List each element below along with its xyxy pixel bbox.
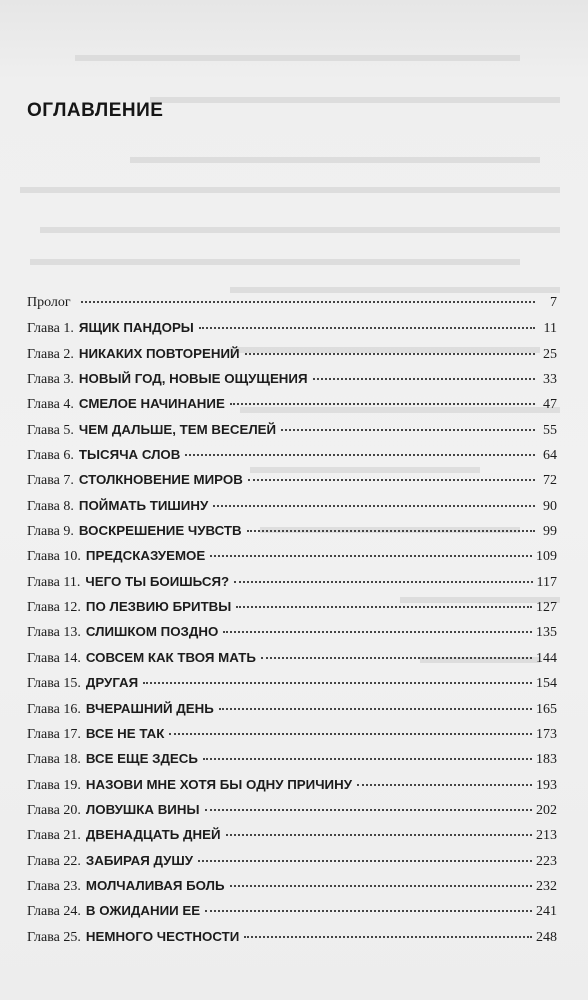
chapter-number: Глава 17.	[27, 726, 81, 742]
page-number: 202	[536, 802, 557, 818]
chapter-number: Глава 14.	[27, 650, 81, 666]
chapter-title: СОВСЕМ КАК ТВОЯ МАТЬ	[85, 649, 256, 665]
toc-entry	[27, 751, 557, 776]
dot-leader	[205, 809, 533, 811]
dot-leader	[236, 606, 532, 608]
chapter-number: Глава 6.	[27, 448, 74, 464]
toc-entry	[27, 548, 557, 573]
toc-entry	[27, 853, 557, 878]
toc-entry	[27, 827, 557, 852]
chapter-title: ВЧЕРАШНИЙ ДЕНЬ	[85, 700, 214, 716]
dot-leader	[230, 403, 535, 405]
page-number: 7	[550, 295, 557, 310]
toc-entry	[27, 346, 557, 371]
chapter-title: ЧЕМ ДАЛЬШЕ, ТЕМ ВЕСЕЛЕЙ	[78, 421, 277, 437]
chapter-title: ТЫСЯЧА СЛОВ	[78, 447, 181, 463]
toc-entry	[27, 650, 557, 675]
chapter-number: Глава 21.	[27, 828, 81, 844]
chapter-title: ВСЕ ЕЩЕ ЗДЕСЬ	[85, 751, 198, 767]
chapter-title: ВОСКРЕШЕНИЕ ЧУВСТВ	[78, 523, 242, 539]
chapter-title: НИКАКИХ ПОВТОРЕНИЙ	[78, 345, 240, 361]
chapter-number: Глава 7.	[27, 473, 74, 489]
dot-leader	[313, 378, 535, 380]
chapter-title: НОВЫЙ ГОД, НОВЫЕ ОЩУЩЕНИЯ	[78, 371, 308, 387]
page-number: 33	[543, 372, 557, 388]
chapter-title: СТОЛКНОВЕНИЕ МИРОВ	[78, 472, 243, 488]
toc-entry	[27, 599, 557, 624]
chapter-title: ДВЕНАДЦАТЬ ДНЕЙ	[85, 827, 221, 843]
chapter-title: ЯЩИК ПАНДОРЫ	[78, 320, 194, 336]
toc-entry	[27, 472, 557, 497]
chapter-title: МОЛЧАЛИВАЯ БОЛЬ	[85, 877, 225, 893]
chapter-title: ПОЙМАТЬ ТИШИНУ	[78, 497, 209, 513]
page-number: 173	[536, 726, 557, 742]
dot-leader	[281, 429, 535, 431]
chapter-title: ЗАБИРАЯ ДУШУ	[85, 852, 194, 868]
dot-leader	[245, 353, 535, 355]
toc-entry	[27, 675, 557, 700]
toc-entry	[27, 422, 557, 447]
dot-leader	[198, 860, 532, 862]
chapter-number: Глава 3.	[27, 372, 74, 388]
page-number: 154	[536, 676, 557, 692]
toc-entry	[27, 371, 557, 396]
toc-entry	[27, 726, 557, 751]
chapter-number: Глава 20.	[27, 802, 81, 818]
dot-leader	[210, 555, 532, 557]
dot-leader	[234, 581, 532, 583]
toc-entry	[27, 295, 557, 320]
dot-leader	[213, 505, 535, 507]
page-number: 144	[536, 650, 557, 666]
dot-leader	[81, 301, 535, 303]
toc-entry	[27, 903, 557, 928]
dot-leader	[143, 682, 532, 684]
page-number: 241	[536, 904, 557, 920]
chapter-number: Глава 9.	[27, 524, 74, 540]
toc-entry	[27, 777, 557, 802]
chapter-number: Пролог	[27, 295, 71, 310]
toc-entry	[27, 498, 557, 523]
page-number: 223	[536, 853, 557, 869]
dot-leader	[261, 657, 532, 659]
chapter-number: Глава 12.	[27, 600, 81, 616]
chapter-title: ВСЕ НЕ ТАК	[85, 725, 165, 741]
chapter-number: Глава 2.	[27, 346, 74, 362]
chapter-number: Глава 19.	[27, 777, 81, 793]
table-of-contents	[27, 295, 557, 954]
chapter-title: НЕМНОГО ЧЕСТНОСТИ	[85, 928, 240, 944]
toc-entry	[27, 929, 557, 954]
dot-leader	[226, 834, 532, 836]
chapter-title: СМЕЛОЕ НАЧИНАНИЕ	[78, 396, 225, 412]
page-number: 135	[536, 625, 557, 641]
dot-leader	[199, 327, 535, 329]
chapter-number: Глава 25.	[27, 929, 81, 945]
page-title: ОГЛАВЛЕНИЕ	[27, 100, 164, 121]
page-number: 165	[536, 701, 557, 717]
page-number: 232	[536, 878, 557, 894]
chapter-number: Глава 16.	[27, 701, 81, 717]
chapter-number: Глава 4.	[27, 397, 74, 413]
chapter-number: Глава 23.	[27, 878, 81, 894]
toc-entry	[27, 396, 557, 421]
chapter-title: ЛОВУШКА ВИНЫ	[85, 801, 200, 817]
dot-leader	[223, 631, 532, 633]
page-number: 127	[536, 600, 557, 616]
chapter-number: Глава 15.	[27, 676, 81, 692]
page-number: 183	[536, 752, 557, 768]
dot-leader	[219, 708, 532, 710]
dot-leader	[357, 784, 532, 786]
page-number: 213	[536, 828, 557, 844]
dot-leader	[205, 910, 532, 912]
chapter-title: В ОЖИДАНИИ ЕЕ	[85, 903, 201, 919]
page-number: 64	[543, 448, 557, 464]
chapter-number: Глава 13.	[27, 625, 81, 641]
chapter-title: ДРУГАЯ	[85, 675, 139, 691]
toc-entry	[27, 447, 557, 472]
dot-leader	[230, 885, 532, 887]
page-number: 90	[543, 498, 557, 514]
page-number: 109	[536, 549, 557, 565]
page-number: 47	[543, 397, 557, 413]
chapter-number: Глава 1.	[27, 321, 74, 337]
dot-leader	[169, 733, 532, 735]
chapter-number: Глава 22.	[27, 853, 81, 869]
dot-leader	[244, 936, 532, 938]
toc-entry	[27, 878, 557, 903]
toc-entry	[27, 523, 557, 548]
chapter-title: СЛИШКОМ ПОЗДНО	[85, 624, 219, 640]
chapter-number: Глава 8.	[27, 498, 74, 514]
chapter-number: Глава 5.	[27, 422, 74, 438]
chapter-number: Глава 24.	[27, 904, 81, 920]
page-number: 25	[543, 346, 557, 362]
toc-entry	[27, 701, 557, 726]
chapter-title: ПО ЛЕЗВИЮ БРИТВЫ	[85, 599, 232, 615]
chapter-title: ЧЕГО ТЫ БОИШЬСЯ?	[85, 573, 230, 589]
page-number: 99	[543, 524, 557, 540]
page-number: 72	[543, 473, 557, 489]
chapter-title: ПРЕДСКАЗУЕМОЕ	[85, 548, 206, 564]
toc-entry	[27, 320, 557, 345]
page-number: 248	[536, 929, 557, 945]
page-number: 55	[543, 422, 557, 438]
toc-entry	[27, 624, 557, 649]
chapter-title: НАЗОВИ МНЕ ХОТЯ БЫ ОДНУ ПРИЧИНУ	[85, 776, 352, 792]
dot-leader	[248, 479, 535, 481]
chapter-number: Глава 10.	[27, 549, 81, 565]
page-number: 117	[536, 574, 557, 590]
toc-entry	[27, 802, 557, 827]
chapter-number: Глава 11.	[27, 574, 81, 590]
chapter-number: Глава 18.	[27, 752, 81, 768]
dot-leader	[247, 530, 535, 532]
page-number: 11	[543, 321, 557, 337]
dot-leader	[185, 454, 535, 456]
dot-leader	[203, 758, 532, 760]
page-number: 193	[536, 777, 557, 793]
toc-entry	[27, 574, 557, 599]
